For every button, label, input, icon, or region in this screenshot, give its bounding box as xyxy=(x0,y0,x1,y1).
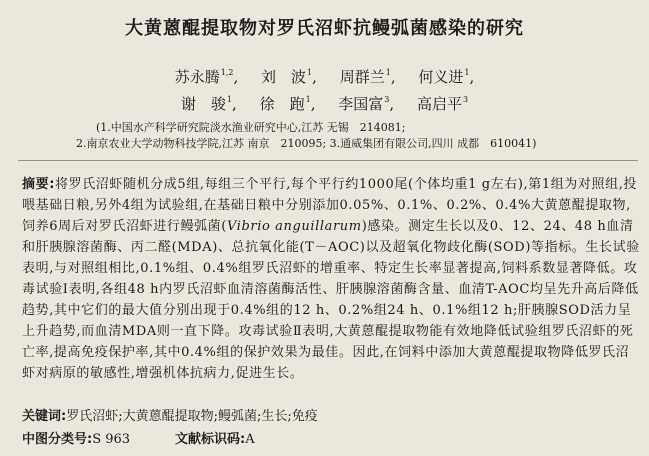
abstract-label: 摘要: xyxy=(22,177,55,192)
paper-title: 大黄蒽醌提取物对罗氏沼虾抗鳗弧菌感染的研究 xyxy=(125,18,524,39)
keywords xyxy=(22,405,318,424)
author: 高启平$^3$ xyxy=(416,95,469,113)
abstract-text: 将罗氏沼虾随机分成5组,每组三个平行,每个平行约1000尾(个体均重1 g左右),第1组为对照组,投喂基础日粮,另外4组为试验组,在基础日粮中分别添加0.05%、0.1%、0.2%、0.4%大黄蒽醌提取物,饲养6周后对罗氏沼虾进行鳗弧菌( xyxy=(22,177,638,234)
author: 徐 跑$^1$, xyxy=(259,95,316,113)
doc-code-label: 文献标识码: xyxy=(175,432,246,447)
classification-number xyxy=(22,428,130,447)
affiliation-line-2: 2.南京农业大学动物科技学院,江苏 南京 210095; 3.通威集团有限公司,四川 成都 610041) xyxy=(76,137,537,150)
classification-label: 中图分类号: xyxy=(22,432,93,447)
author: 李国富$^3$, xyxy=(338,95,395,113)
author: 苏永腾$^{1,2}$, xyxy=(174,68,239,86)
author-row-2 xyxy=(0,93,649,114)
affiliation-line-1: (1.中国水产科学研究院淡水渔业研究中心,江苏 无锡 214081; xyxy=(96,121,406,134)
keywords-text: 罗氏沼虾;大黄蒽醌提取物;鳗弧菌;生长;免疫 xyxy=(66,409,318,424)
abstract xyxy=(22,174,640,384)
author: 周群兰$^1$, xyxy=(339,68,396,86)
keywords-label: 关键词: xyxy=(22,409,67,424)
doc-code-value: A xyxy=(245,432,255,447)
author-row-1 xyxy=(0,66,649,87)
author: 何义进$^1$, xyxy=(418,68,475,86)
divider xyxy=(18,160,638,161)
abstract-text-cont: )感染。测定生长以及0、12、24、48 h血清和肝胰腺溶菌酶、丙二醛(MDA)、总抗氧化能(T－AOC)以及超氧化物歧化酶(SOD)等指标。生长试验表明,与对照组相比,0.1%组、0.4%组罗氏沼虾的增重率、特定生长率显著提高,饲料系数显著降低。攻毒试验Ⅰ表明,各组48 h内罗氏沼虾血清溶菌酶活性、肝胰腺溶菌酶含量、血清T-AOC均呈先升高后降低趋势,其中它们的最大值分别出现于0.4%组的12 h、0.2%组24 h、0.1%组12 h;肝胰腺SOD活力呈上升趋势,而血清MDA则一直下降。攻毒试验Ⅱ表明,大黄蒽醌提取物能有效地降低试验组罗氏沼虾的死亡率,提高免疫保护率,其中0.4%组的保护效果为最佳。因此,在饲料中添加大黄蒽醌提取物降低罗氏沼虾对病原的敏感性,增强机体抗病力,促进生长。 xyxy=(22,219,640,381)
author: 刘 波$^1$, xyxy=(261,68,317,86)
species-name: Vibrio anguillarum xyxy=(226,219,362,234)
author: 谢 骏$^1$, xyxy=(180,95,237,113)
classification-value: S 963 xyxy=(92,432,131,447)
document-code xyxy=(175,428,255,447)
